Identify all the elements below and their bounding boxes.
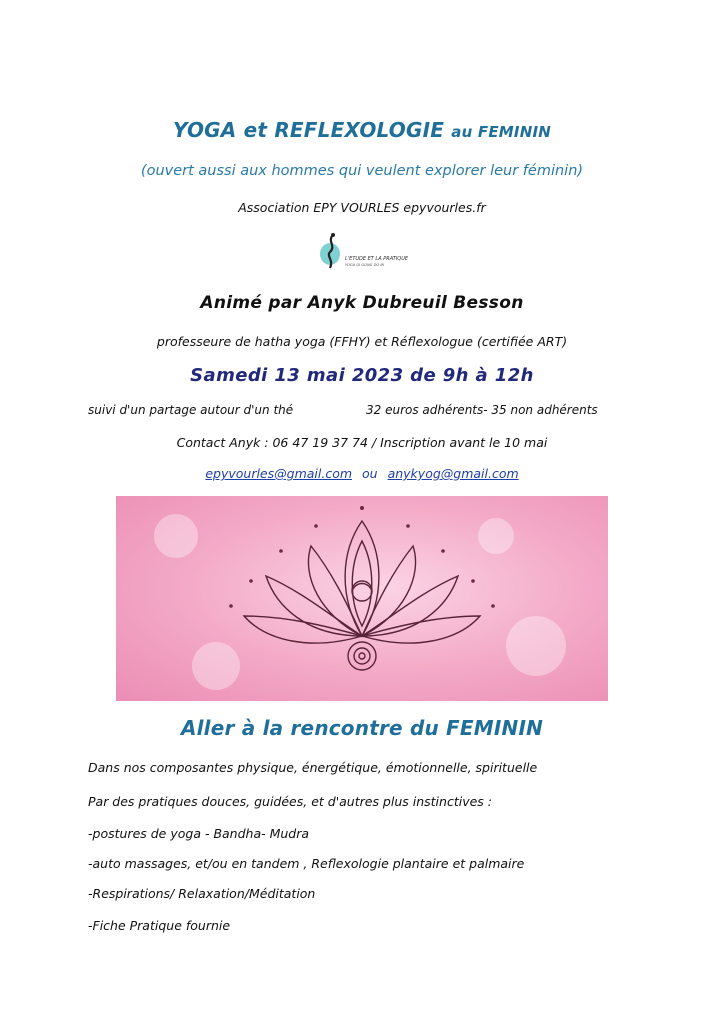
teacher-line: professeure de hatha yoga (FFHY) et Réflexologue (certifiée ART) <box>156 334 568 349</box>
content-line: -postures de yoga - Bandha- Mudra <box>88 826 310 841</box>
content-line: -auto massages, et/ou en tandem , Reflexologie plantaire et palmaire <box>88 856 525 871</box>
event-date: Samedi 13 mai 2023 de 9h à 12h <box>190 365 534 386</box>
title-main: YOGA et REFLEXOLOGIE <box>173 118 445 142</box>
section-heading: Aller à la rencontre du FEMININ <box>180 716 544 740</box>
content-line: -Fiche Pratique fournie <box>88 918 231 933</box>
email-separator: ou <box>362 466 378 481</box>
title-suffix: au FEMININ <box>451 123 551 141</box>
content-line: -Respirations/ Relaxation/Méditation <box>88 886 316 901</box>
event-title <box>0 118 724 142</box>
association-line: Association EPY VOURLES epyvourles.fr <box>238 200 486 215</box>
logo-text-line1: L'ETUDE ET LA PRATIQUE <box>345 256 409 262</box>
price-line: 32 euros adhérents- 35 non adhérents <box>366 403 598 417</box>
animator-line: Animé par Anyk Dubreuil Besson <box>200 293 524 313</box>
content-line: Par des pratiques douces, guidées, et d'autres plus instinctives : <box>88 794 492 809</box>
email-link-epyvourles[interactable]: epyvourles@gmail.com <box>205 466 353 481</box>
association-logo <box>318 230 418 274</box>
contact-line: Contact Anyk : 06 47 19 37 74 / Inscription avant le 10 mai <box>176 435 548 450</box>
email-links <box>0 466 724 481</box>
logo-text-line2: YOGA QI GONG DO IN <box>345 263 385 267</box>
event-subtitle: (ouvert aussi aux hommes qui veulent explorer leur féminin) <box>140 163 584 179</box>
share-line: suivi d'un partage autour d'un thé <box>88 403 294 417</box>
lotus-banner-image <box>116 496 608 701</box>
email-link-anykyog[interactable]: anykyog@gmail.com <box>387 466 519 481</box>
content-line: Dans nos composantes physique, énergétique, émotionnelle, spirituelle <box>88 760 538 775</box>
